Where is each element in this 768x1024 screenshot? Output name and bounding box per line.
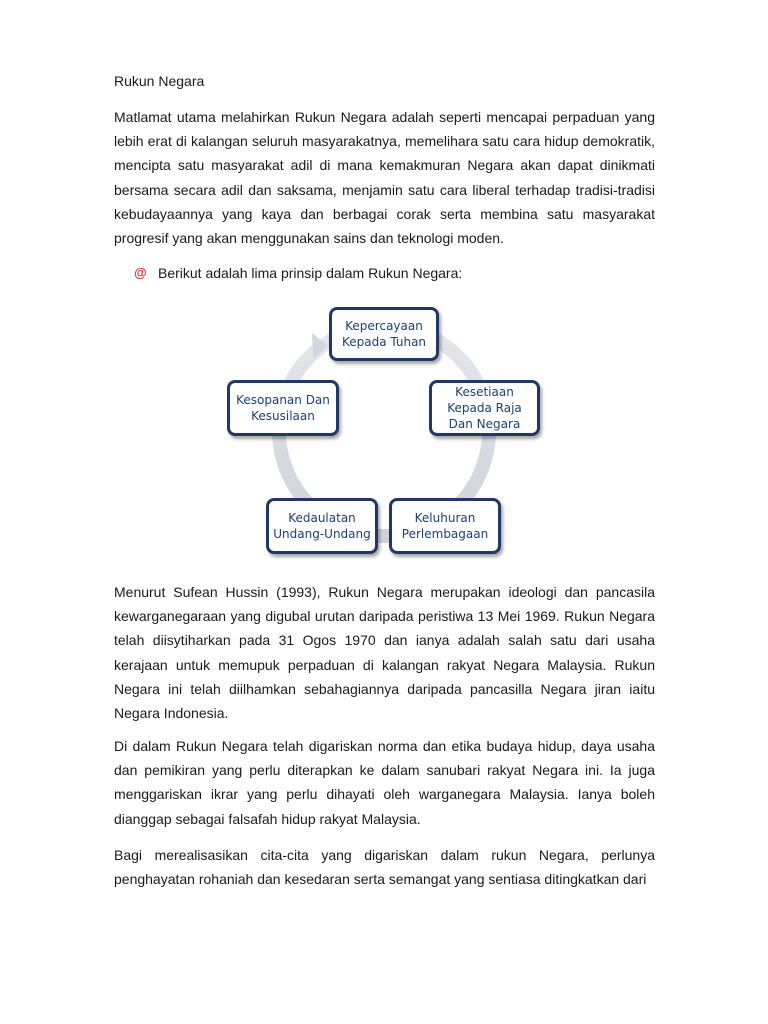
document-title: Rukun Negara [114,73,205,89]
history-paragraph: Menurut Sufean Hussin (1993), Rukun Negara merupakan ideologi dan pancasila kewarganegaraan yang digubal urutan daripada peristiwa 13 Mei 1969. Rukun Negara telah diisytiharkan pada 31 Ogos 1970 dan ianya adalah salah satu dari usaha kerajaan untuk memupuk perpaduan di kalangan rakyat Negara Malaysia. Rukun Negara ini telah diilhamkan sebahagiannya daripada pancasilla Negara jiran iaitu Negara Indonesia. [114,584,655,722]
norms-paragraph: Di dalam Rukun Negara telah digariskan norma dan etika budaya hidup, daya usaha dan pemikiran yang perlu diterapkan ke dalam sanubari rakyat Negara ini. Ia juga menggariskan ikrar yang perlu dihayati oleh warganegara Malaysia. Ianya boleh dianggap sebagai falsafah hidup rakyat Malaysia. [114,738,655,827]
realisation-paragraph: Bagi merealisasikan cita-cita yang digariskan dalam rukun Negara, perlunya penghayatan rohaniah dan kesedaran serta semangat yang sentiasa ditingkatkan dari [114,847,655,888]
principle-box-5: Kesopanan Dan Kesusilaan [227,380,339,436]
bullet-item [134,264,462,282]
bullet-text: Berikut adalah lima prinsip dalam Rukun Negara: [158,265,463,281]
principle-box-1: Kepercayaan Kepada Tuhan [329,307,439,361]
intro-paragraph: Matlamat utama melahirkan Rukun Negara adalah seperti mencapai perpaduan yang lebih erat di kalangan seluruh masyarakatnya, memelihara satu cara hidup demokratik, mencipta satu masyarakat adil di mana kemakmuran Negara akan dapat dinikmati bersama secara adil dan saksama, menjamin satu cara liberal terhadap tradisi-tradisi kebudayaannya yang kaya dan berbagai corak serta membina satu masyarakat progresif yang akan menggunakan sains dan teknologi moden. [114,109,655,247]
principle-box-4: Kedaulatan Undang-Undang [266,498,378,554]
principle-box-2: Kesetiaan Kepada Raja Dan Negara [429,380,540,436]
at-sign-bullet-icon: @ [134,265,147,280]
cycle-arrowhead-icon [312,333,328,359]
principle-box-3: Keluhuran Perlembagaan [389,498,501,554]
